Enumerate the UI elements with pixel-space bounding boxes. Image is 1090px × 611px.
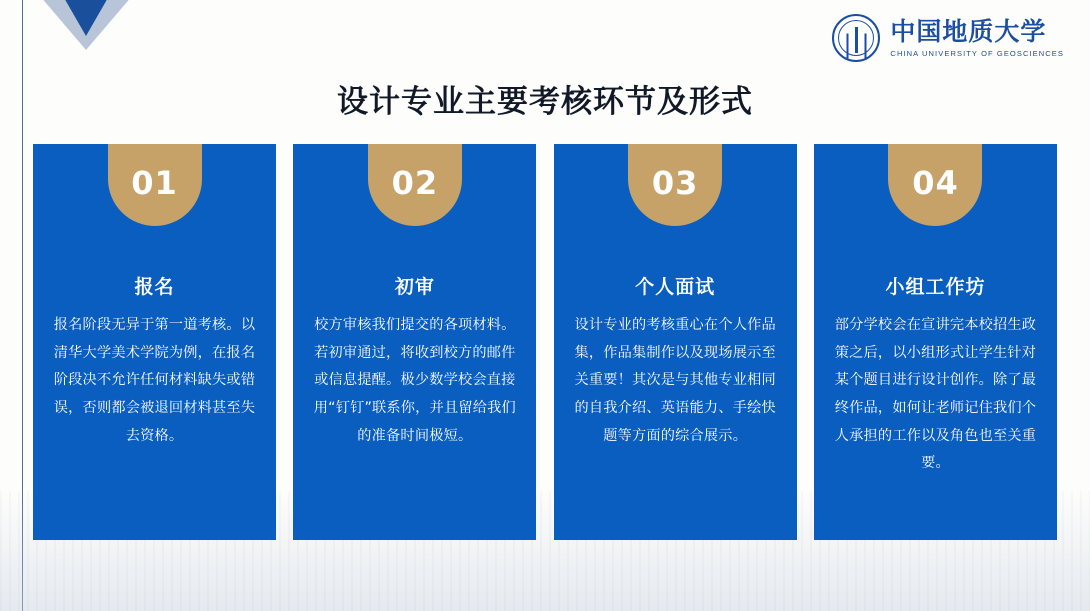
logo-text-block <box>890 18 1064 58</box>
university-logo <box>832 14 1064 62</box>
step-body: 设计专业的考核重心在个人作品集，作品集制作以及现场展示至关重要！其次是与其他专业相同的自我介绍、英语能力、手绘快题等方面的综合展示。 <box>574 317 776 444</box>
step-card <box>33 144 276 540</box>
step-body: 校方审核我们提交的各项材料。若初审通过，将收到校方的邮件或信息提醒。极少数学校会直接用“钉钉”联系你，并且留给我们的准备时间极短。 <box>313 317 516 444</box>
logo-name-cn: 中国地质大学 <box>890 16 1047 46</box>
step-number-badge <box>888 144 982 226</box>
chevron-down-decoration <box>40 0 132 56</box>
step-card <box>293 144 536 540</box>
step-body: 报名阶段无异于第一道考核。以清华大学美术学院为例，在报名阶段决不允许任何材料缺失或错误，否则都会被退回材料甚至失去资格。 <box>53 317 256 444</box>
step-number-badge <box>108 144 202 226</box>
step-heading: 报名 <box>134 276 175 298</box>
step-heading: 个人面试 <box>635 276 716 298</box>
step-number: 03 <box>651 164 699 202</box>
step-number: 01 <box>131 164 178 202</box>
chevron-dark-shape <box>63 0 109 36</box>
step-number-badge <box>628 144 722 226</box>
step-body: 部分学校会在宣讲完本校招生政策之后，以小组形式让学生针对某个题目进行设计创作。除了最终作品，如何让老师记住我们个人承担的工作以及角色也至关重要。 <box>834 317 1037 472</box>
step-card <box>814 144 1057 540</box>
university-seal-icon <box>832 14 880 62</box>
step-number-badge <box>368 144 462 226</box>
step-number: 04 <box>912 164 959 202</box>
cards-row <box>33 144 1057 540</box>
logo-name-en: CHINA UNIVERSITY OF GEOSCIENCES <box>890 48 1064 58</box>
step-heading: 初审 <box>394 276 435 298</box>
page-title: 设计专业主要考核环节及形式 <box>337 84 753 120</box>
step-heading: 小组工作坊 <box>885 276 986 298</box>
step-number: 02 <box>391 164 439 202</box>
step-card <box>554 144 797 540</box>
